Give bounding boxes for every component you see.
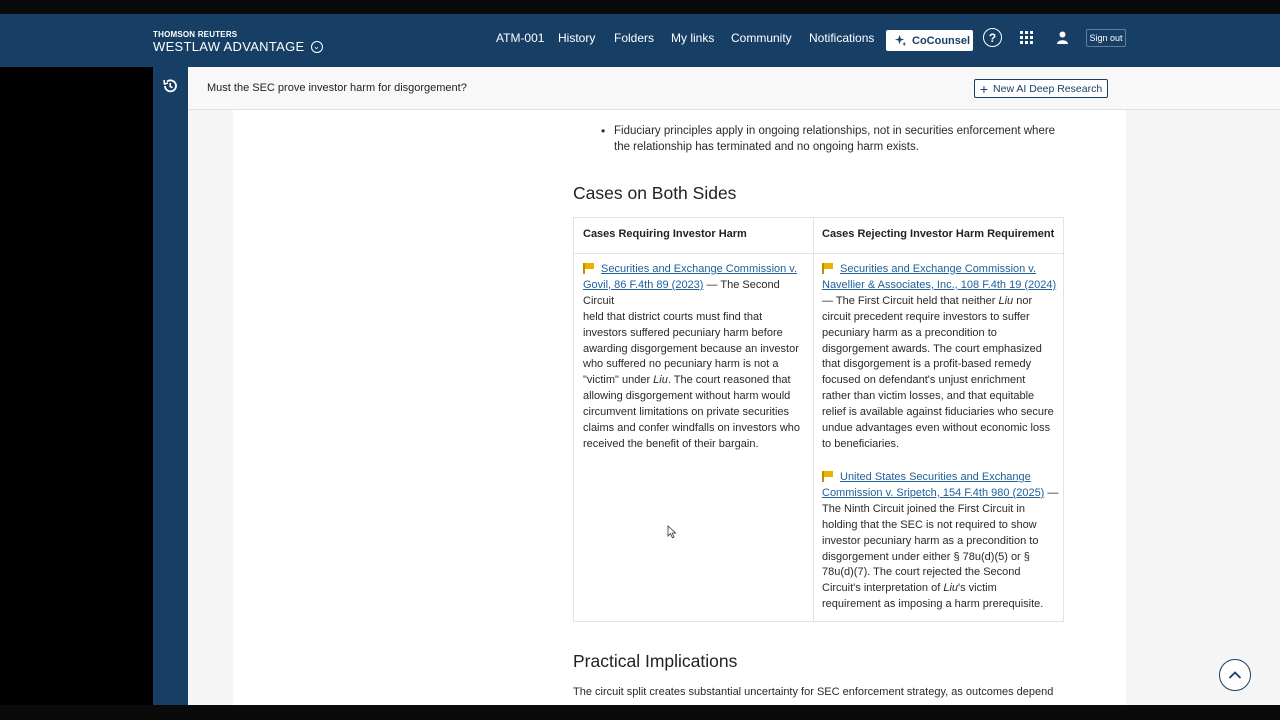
mouse-cursor-icon [667,525,677,539]
cocounsel-label: CoCounsel [912,34,971,47]
apps-grid-icon[interactable] [1020,31,1033,44]
history-icon[interactable] [162,78,178,94]
cases-table [573,217,1064,622]
nav-community[interactable]: Community [731,31,792,45]
flag-icon [583,263,595,273]
top-letterbox [0,0,1280,14]
plus-icon: + [979,80,989,97]
list-item [601,123,1063,155]
chevron-down-icon[interactable]: ⌄ [311,41,323,53]
column-divider [813,218,814,621]
header-divider [574,253,1063,254]
app-header [0,14,1280,67]
col-header-requiring: Cases Requiring Investor Harm [583,228,747,240]
case-sripetch: United States Securities and Exchange Commission v. Sripetch, 154 F.4th 980 (2025) — The Ninth Circuit joined the First Circuit in holding that the SEC is not required to show investor pecuniary harm as a precondition to disgorgement under either § 78u(d)(5) or § 78u(d)(7). The court rejected the Second Circuit's interpretation of Liu's victim requirement as imposing a harm prerequisite. [822,471,1059,611]
sign-out-button[interactable]: Sign out [1086,29,1126,47]
new-ai-deep-research-button[interactable] [974,79,1108,98]
brand-logo[interactable] [153,30,323,55]
bullet-dot: • [601,124,606,138]
nav-folders[interactable]: Folders [614,31,655,45]
nav-notifications[interactable]: Notifications [809,31,875,45]
nav-client-id[interactable]: ATM-001 [496,31,545,45]
new-research-label: New AI Deep Research [993,82,1103,95]
practical-paragraph: The circuit split creates substantial uncertainty for SEC enforcement strategy, as outcomes depend [573,686,1054,698]
nav-my-links[interactable]: My links [671,31,715,45]
cocounsel-button[interactable] [886,30,973,51]
bullet-text: Fiduciary principles apply in ongoing relationships, not in securities enforcement where the relationship has terminated and no ongoing harm exists. [614,125,1056,153]
case-link-govil-cont[interactable]: Govil, 86 F.4th 89 (2023) [583,278,704,291]
brand-product: WESTLAW ADVANTAGE [153,39,305,54]
sparkle-icon [894,34,907,47]
nav-history[interactable]: History [558,31,596,45]
flag-icon [822,471,834,481]
flag-icon [822,263,834,273]
brand-company: THOMSON REUTERS [153,30,238,39]
case-link-sripetch[interactable]: United States Securities and Exchange [840,471,1031,483]
chevron-up-icon [1228,670,1242,680]
col-header-rejecting: Cases Rejecting Investor Harm Requirement [822,228,1055,240]
case-navellier: Securities and Exchange Commission v. Navellier & Associates, Inc., 108 F.4th 19 (2024) — The First Circuit held that neither Liu nor circuit precedent require investors to suffer pecuniary harm as a precondition to disgorgement awards. The court emphasized that disgorgement is a profit-based remedy focused on defendant's unjust enrichment rather than victim losses, and that equitable relief is available against fiduciaries who secure undue advantages even without economic loss to beneficiaries. [822,263,1057,450]
help-icon[interactable]: ? [983,28,1002,47]
scroll-to-top-button[interactable] [1219,659,1251,691]
case-link-navellier-cont[interactable]: Navellier & Associates, Inc., 108 F.4th 19 (2024) [822,278,1057,291]
cases-heading: Cases on Both Sides [573,183,737,203]
bottom-letterbox [0,705,1280,720]
history-rail [153,67,188,705]
case-link-navellier[interactable]: Securities and Exchange Commission v. [840,263,1037,275]
query-title: Must the SEC prove investor harm for disgorgement? [207,82,467,94]
case-link-sripetch-cont[interactable]: Commission v. Sripetch, 154 F.4th 980 (2025) [822,486,1045,499]
user-icon[interactable] [1057,31,1068,44]
practical-heading: Practical Implications [573,651,738,671]
case-govil: Securities and Exchange Commission v. Govil, 86 F.4th 89 (2023) — The Second Circuit held that district courts must find that investors suffered pecuniary harm before awarding disgorgement because an investor who suffered no pecuniary harm is not a "victim" under Liu. The court reasoned that allowing disgorgement without harm would circumvent limitations on private securities claims and confer windfalls on investors who received the benefit of their bargain. [583,263,801,450]
case-link-govil[interactable]: Securities and Exchange Commission v. [601,263,798,275]
